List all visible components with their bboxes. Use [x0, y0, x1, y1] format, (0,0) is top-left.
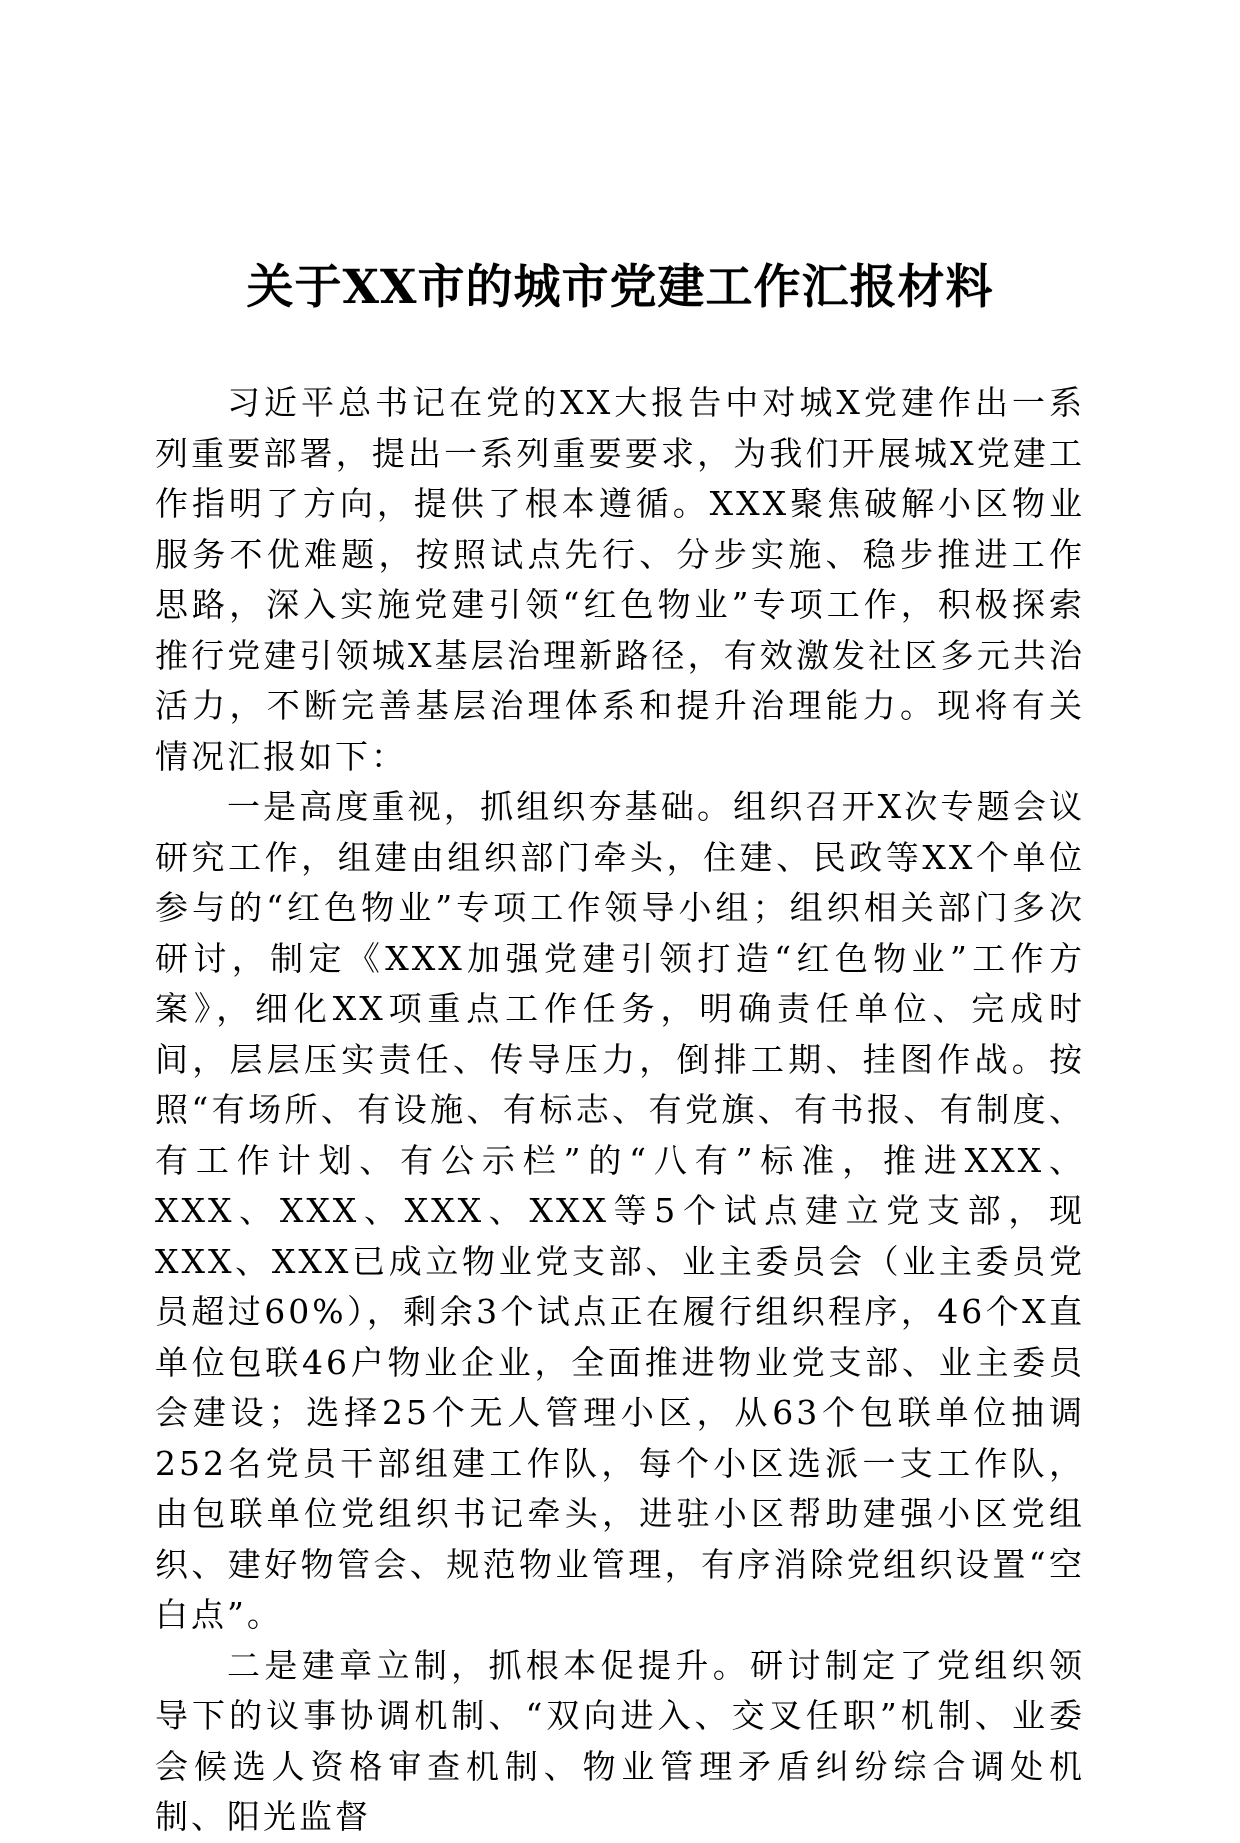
paragraph-intro: 习近平总书记在党的XX大报告中对城X党建作出一系列重要部署，提出一系列重要要求，为我们开展城X党建工作指明了方向，提供了根本遵循。XXX聚焦破解小区物业服务不优难题，按照试点先行、分步实施、稳步推进工作思路，深入实施党建引领“红色物业”专项工作，积极探索推行党建引领城X基层治理新路径，有效激发社区多元共治活力，不断完善基层治理体系和提升治理能力。现将有关情况汇报如下： [155, 383, 1085, 776]
document-title: 关于XX市的城市党建工作汇报材料 [246, 260, 994, 315]
document-body [155, 378, 1085, 1843]
paragraph-section-two: 二是建章立制，抓根本促提升。研讨制定了党组织领导下的议事协调机制、“双向进入、交叉任职”机制、业委会候选人资格审查机制、物业管理矛盾纠纷综合调处机制、阳光监督 [155, 1645, 1085, 1836]
paragraph-section-one: 一是高度重视，抓组织夯基础。组织召开X次专题会议研究工作，组建由组织部门牵头，住建、民政等XX个单位参与的“红色物业”专项工作领导小组；组织相关部门多次研讨，制定《XXX加强党建引领打造“红色物业”工作方案》，细化XX项重点工作任务，明确责任单位、完成时间，层层压实责任、传导压力，倒排工期、挂图作战。按照“有场所、有设施、有标志、有党旗、有书报、有制度、有工作计划、有公示栏”的“八有”标准，推进XXX、XXX、XXX、XXX、XXX等5个试点建立党支部，现XXX、XXX已成立物业党支部、业主委员会（业主委员党员超过60%），剩余3个试点正在履行组织程序，46个X直单位包联46户物业企业，全面推进物业党支部、业主委员会建设；选择25个无人管理小区，从63个包联单位抽调252名党员干部组建工作队，每个小区选派一支工作队，由包联单位党组织书记牵头，进驻小区帮助建强小区党组织、建好物管会、规范物业管理，有序消除党组织设置“空白点”。 [155, 787, 1085, 1634]
